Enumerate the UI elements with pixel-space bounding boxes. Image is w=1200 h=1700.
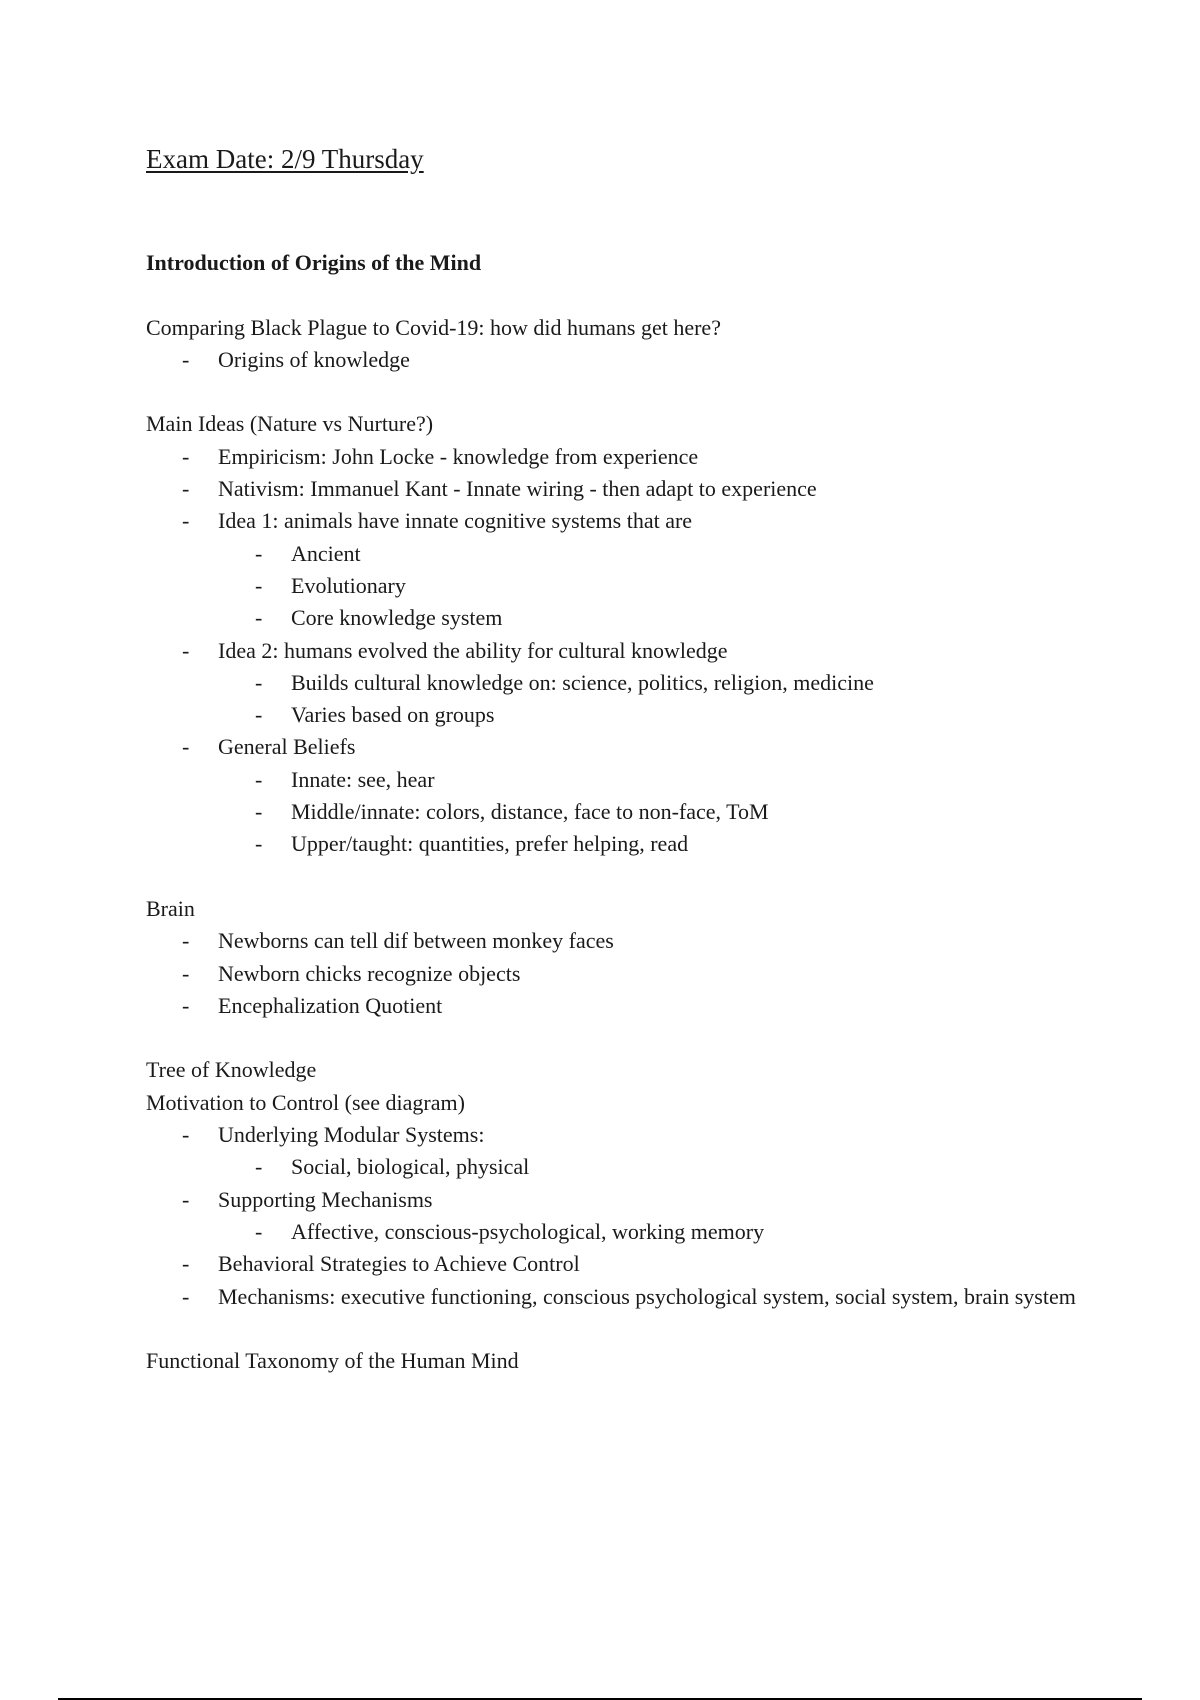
- list-item-text: Idea 1: animals have innate cognitive systems that are: [218, 508, 693, 534]
- sub-list-item: [146, 538, 1106, 570]
- list-item: [146, 1281, 1106, 1313]
- list-item: [146, 1184, 1106, 1216]
- list-item-text: Affective, conscious-psychological, working memory: [291, 1218, 765, 1244]
- sub-list-item: [146, 1151, 1106, 1183]
- dash-bullet: -: [255, 540, 263, 566]
- sub-list-item: [146, 699, 1106, 731]
- list-item: [146, 731, 1106, 763]
- list-item: [146, 958, 1106, 990]
- sub-list-item: [146, 667, 1106, 699]
- main-ideas-title: Main Ideas (Nature vs Nurture?): [146, 411, 434, 437]
- list-item-text: Underlying Modular Systems:: [218, 1122, 485, 1148]
- sub-list-item: [146, 1216, 1106, 1248]
- taxonomy-title: Functional Taxonomy of the Human Mind: [146, 1348, 519, 1374]
- dash-bullet: -: [182, 637, 190, 663]
- dash-bullet: -: [182, 1186, 190, 1212]
- dash-bullet: -: [182, 508, 190, 534]
- section-heading: Introduction of Origins of the Mind: [146, 250, 482, 275]
- sub-list-item: [146, 570, 1106, 602]
- brain-title: Brain: [146, 895, 195, 921]
- list-item-text: Social, biological, physical: [291, 1154, 530, 1180]
- spacer: [146, 861, 1106, 893]
- list-item-text: Core knowledge system: [291, 605, 503, 631]
- list-item-text: Innate: see, hear: [291, 766, 435, 792]
- dash-bullet: -: [255, 799, 263, 825]
- dash-bullet: -: [255, 669, 263, 695]
- list-item: [146, 635, 1106, 667]
- list-item-text: Evolutionary: [291, 572, 406, 598]
- list-item: [146, 473, 1106, 505]
- dash-bullet: -: [255, 831, 263, 857]
- list-item-text: Middle/innate: colors, distance, face to non-face, ToM: [291, 799, 769, 825]
- sub-list-item: [146, 602, 1106, 634]
- list-item-text: Varies based on groups: [291, 702, 495, 728]
- list-item: [146, 1119, 1106, 1151]
- dash-bullet: -: [182, 960, 190, 986]
- dash-bullet: -: [255, 572, 263, 598]
- spacer: [146, 279, 1106, 311]
- list-item: [146, 441, 1106, 473]
- list-item-text: Ancient: [291, 540, 361, 566]
- list-item: [146, 925, 1106, 957]
- dash-bullet: -: [182, 992, 190, 1018]
- list-item-text: Empiricism: John Locke - knowledge from experience: [218, 443, 699, 469]
- list-item-text: Nativism: Immanuel Kant - Innate wiring - then adapt to experience: [218, 476, 817, 502]
- list-item: [146, 505, 1106, 537]
- comparing-title: Comparing Black Plague to Covid-19: how did humans get here?: [146, 314, 721, 340]
- sub-list-item: [146, 764, 1106, 796]
- dash-bullet: -: [182, 1283, 190, 1309]
- spacer: [146, 376, 1106, 408]
- list-item-text: Upper/taught: quantities, prefer helping, read: [291, 831, 689, 857]
- sub-list-item: [146, 828, 1106, 860]
- spacer: [146, 1022, 1106, 1054]
- exam-date: Exam Date: 2/9 Thursday: [146, 144, 424, 174]
- list-item: [146, 344, 1106, 376]
- list-item-text: General Beliefs: [218, 734, 356, 760]
- motivation-title: Motivation to Control (see diagram): [146, 1089, 465, 1115]
- list-item-text: Mechanisms: executive functioning, conscious psychological system, social system, brain system: [218, 1283, 1076, 1309]
- list-item: [146, 1248, 1106, 1280]
- dash-bullet: -: [182, 928, 190, 954]
- list-item-text: Builds cultural knowledge on: science, politics, religion, medicine: [291, 669, 874, 695]
- dash-bullet: -: [182, 734, 190, 760]
- list-item-text: Origins of knowledge: [218, 346, 410, 372]
- list-item: [146, 990, 1106, 1022]
- dash-bullet: -: [255, 1154, 263, 1180]
- dash-bullet: -: [182, 476, 190, 502]
- dash-bullet: -: [182, 443, 190, 469]
- list-item-text: Idea 2: humans evolved the ability for cultural knowledge: [218, 637, 728, 663]
- sub-list-item: [146, 796, 1106, 828]
- dash-bullet: -: [255, 605, 263, 631]
- list-item-text: Behavioral Strategies to Achieve Control: [218, 1251, 580, 1277]
- dash-bullet: -: [182, 1251, 190, 1277]
- dash-bullet: -: [182, 1122, 190, 1148]
- list-item-text: Encephalization Quotient: [218, 992, 443, 1018]
- list-item-text: Newborn chicks recognize objects: [218, 960, 521, 986]
- list-item-text: Supporting Mechanisms: [218, 1186, 433, 1212]
- dash-bullet: -: [255, 702, 263, 728]
- dash-bullet: -: [255, 1218, 263, 1244]
- dash-bullet: -: [255, 766, 263, 792]
- dash-bullet: -: [182, 346, 190, 372]
- tree-title: Tree of Knowledge: [146, 1057, 317, 1083]
- notes-body: [146, 247, 1106, 1377]
- spacer: [146, 1313, 1106, 1345]
- list-item-text: Newborns can tell dif between monkey faces: [218, 928, 614, 954]
